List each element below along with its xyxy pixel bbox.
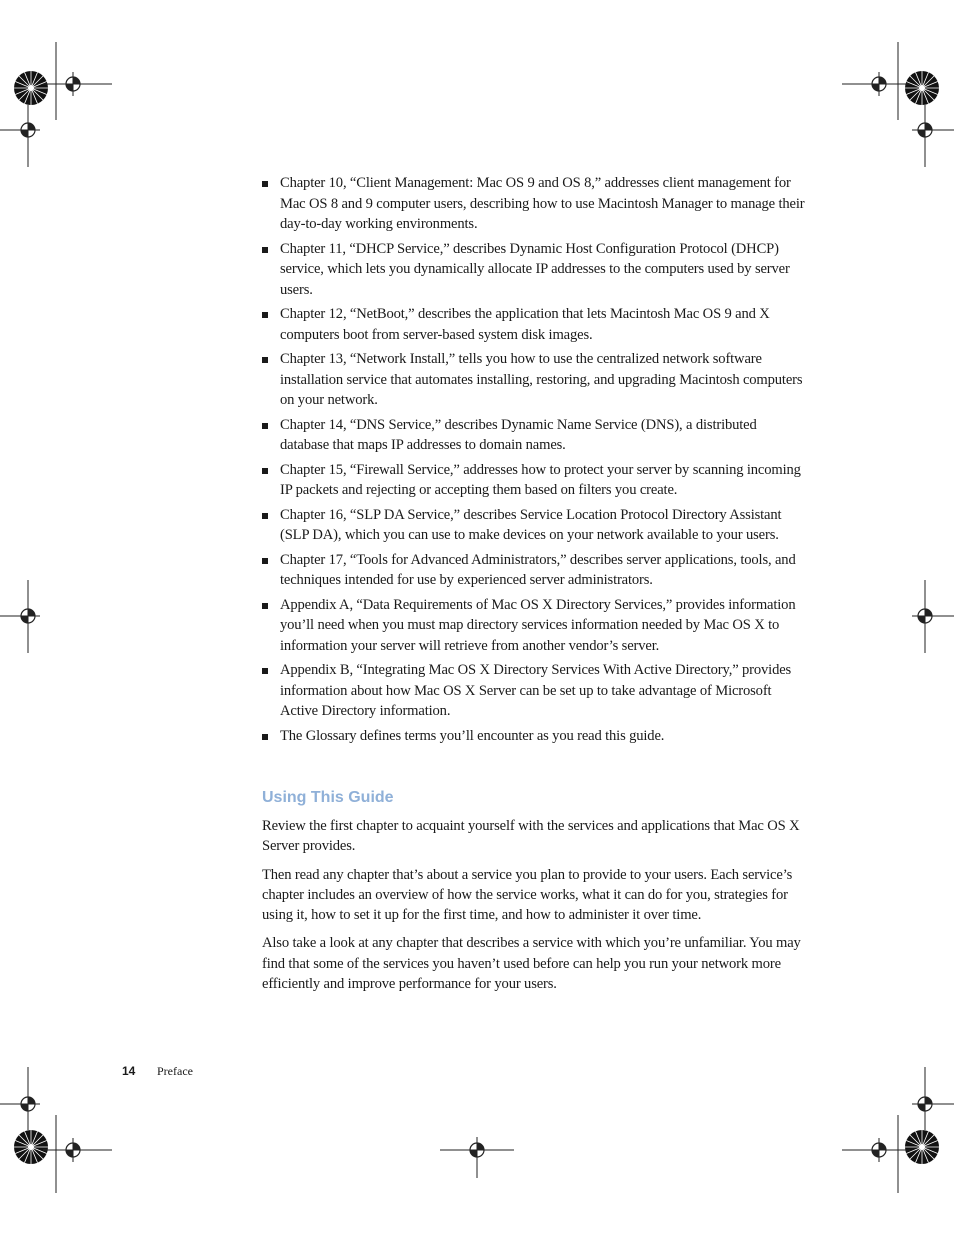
list-item xyxy=(262,239,807,301)
list-item xyxy=(262,660,807,722)
list-item xyxy=(262,349,807,411)
bullet-square-icon xyxy=(262,423,268,429)
list-item xyxy=(262,304,807,345)
list-item-text: Chapter 15, “Firewall Service,” addresses how to protect your server by scanning incoming IP packets and rejecting or accepting them based on filters you create. xyxy=(280,461,801,498)
list-item-text: Chapter 12, “NetBoot,” describes the application that lets Macintosh Mac OS 9 and X computers boot from server-based system disk images. xyxy=(280,306,770,343)
list-item-text: Chapter 16, “SLP DA Service,” describes Service Location Protocol Directory Assistant (SLP DA), which you can use to make devices on your network available to your users. xyxy=(280,506,782,543)
registration-wheel-top-left xyxy=(14,71,48,105)
chapter-list xyxy=(262,173,807,746)
list-item-text: The Glossary defines terms you’ll encounter as you read this guide. xyxy=(280,727,665,744)
list-item xyxy=(262,505,807,546)
list-item-text: Appendix B, “Integrating Mac OS X Directory Services With Active Directory,” provides information about how Mac OS X Server can be set up to take advantage of Microsoft Active Directory information. xyxy=(280,662,792,719)
list-item xyxy=(262,595,807,657)
page-body xyxy=(262,173,807,1002)
list-item xyxy=(262,550,807,591)
paragraph: Then read any chapter that’s about a service you plan to provide to your users. Each service’s chapter includes an overview of how the service works, what it can do for you, strategies for using it, how to set it up for the first time, and how to administer it over time. xyxy=(262,866,793,924)
bullet-square-icon xyxy=(262,513,268,519)
list-item-text: Chapter 14, “DNS Service,” describes Dynamic Name Service (DNS), a distributed database that maps IP addresses to domain names. xyxy=(280,416,757,453)
bullet-square-icon xyxy=(262,603,268,609)
bullet-square-icon xyxy=(262,558,268,564)
list-item xyxy=(262,415,807,456)
registration-wheel-top-right xyxy=(905,71,939,105)
page-number: 14 xyxy=(122,1064,136,1078)
list-item xyxy=(262,173,807,235)
registration-wheel-bottom-right xyxy=(905,1130,939,1164)
list-item-text: Chapter 11, “DHCP Service,” describes Dynamic Host Configuration Protocol (DHCP) service, which lets you dynamically allocate IP addresses to the computers used by server users. xyxy=(280,240,790,298)
bullet-square-icon xyxy=(262,181,268,187)
list-item xyxy=(262,460,807,501)
paragraph: Also take a look at any chapter that describes a service with which you’re unfamiliar. You may find that some of the services you haven’t used before can help you run your network more efficiently and improve performance for your users. xyxy=(262,935,801,993)
bullet-square-icon xyxy=(262,247,268,253)
list-item-text: Chapter 13, “Network Install,” tells you how to use the centralized network software installation service that automates installing, restoring, and upgrading Macintosh computers on your network. xyxy=(280,351,803,408)
bullet-square-icon xyxy=(262,312,268,318)
bullet-square-icon xyxy=(262,668,268,674)
list-item-text: Chapter 10, “Client Management: Mac OS 9 and OS 8,” addresses client management for Mac OS 8 and 9 computer users, describing how to use Macintosh Manager to manage their day-to-day working environments. xyxy=(280,175,805,232)
footer-section-label: Preface xyxy=(157,1064,193,1078)
registration-wheel-bottom-left xyxy=(14,1130,48,1164)
bullet-square-icon xyxy=(262,357,268,363)
section-heading: Using This Guide xyxy=(262,789,394,806)
bullet-square-icon xyxy=(262,734,268,740)
list-item-text: Appendix A, “Data Requirements of Mac OS X Directory Services,” provides information you’ll need when you must map directory services information needed by Mac OS X to information your server will retrieve from another vendor’s server. xyxy=(280,596,796,654)
bullet-square-icon xyxy=(262,468,268,474)
list-item xyxy=(262,726,807,747)
list-item-text: Chapter 17, “Tools for Advanced Administrators,” describes server applications, tools, and techniques intended for use by experienced server administrators. xyxy=(280,551,796,588)
paragraph: Review the first chapter to acquaint yourself with the services and applications that Mac OS X Server provides. xyxy=(262,818,800,855)
